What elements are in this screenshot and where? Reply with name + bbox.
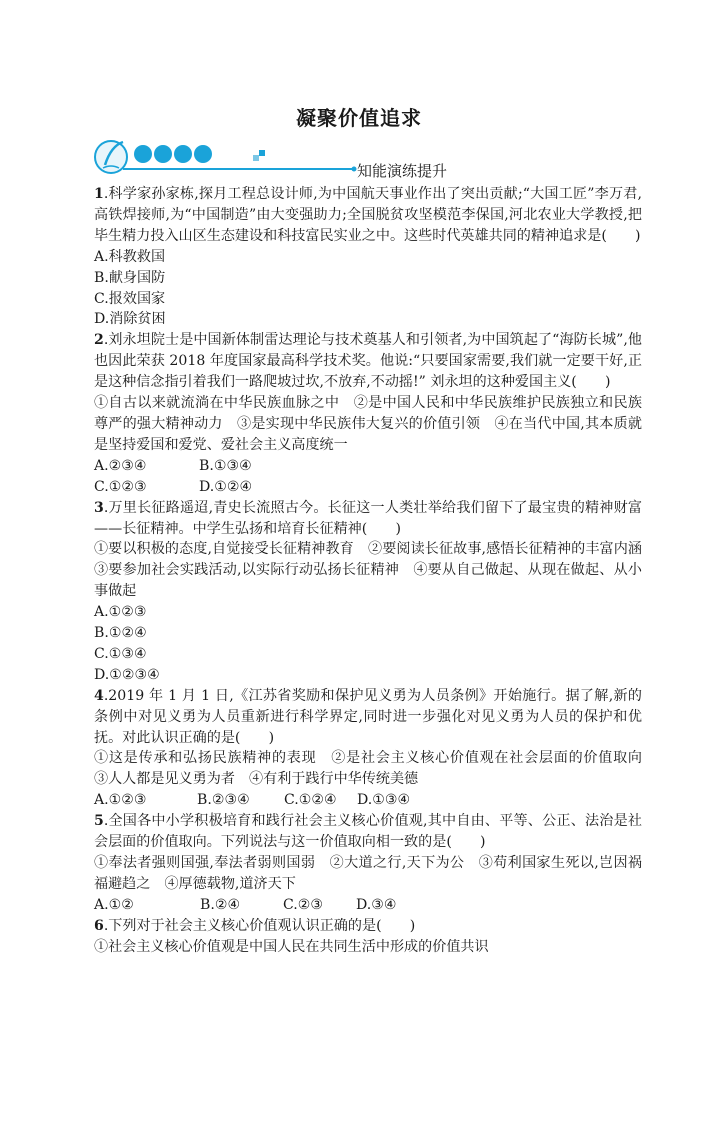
statement-list: ①要以积极的态度,自觉接受长征精神教育 ②要阅读长征故事,感悟长征精神的丰富内涵 ③要参加社会实践活动,以实际行动弘扬长征精神 ④要从自己做起、从现在做起、从小事做起 bbox=[94, 541, 657, 600]
question-number: 4 bbox=[94, 687, 104, 704]
statement-list: ①这是传承和弘扬民族精神的表现 ②是社会主义核心价值观在社会层面的价值取向 ③人人都是见义勇为者 ④有利于践行中华传统美德 bbox=[94, 750, 657, 788]
option-a: A.②③④ bbox=[94, 457, 147, 474]
option-b: B.①③④ bbox=[199, 457, 252, 474]
question-number: 3 bbox=[94, 499, 104, 516]
question-2 bbox=[94, 330, 642, 497]
question-stem: .2019 年 1 月 1 日,《江苏省奖励和保护见义勇为人员条例》开始施行。据了解,新的条例中对见义勇为人员重新进行科学界定,同时进一步强化对见义勇为人员的保护和优抚。对此认识正确的是( ) bbox=[94, 687, 642, 746]
question-number: 5 bbox=[94, 813, 104, 830]
option-c: C.①③④ bbox=[94, 645, 147, 662]
option-d: D.①②④ bbox=[199, 478, 253, 495]
question-1 bbox=[94, 184, 642, 330]
question-stem: .全国各中小学积极培育和践行社会主义核心价值观,其中自由、平等、公正、法治是社会层面的价值取向。下列说法与这一价值取向相一致的是( ) bbox=[94, 813, 642, 851]
question-number: 1 bbox=[94, 186, 104, 202]
statement-list: ①奉法者强则国强,奉法者弱则国弱 ②大道之行,天下为公 ③苟利国家生死以,岂因祸福避趋之 ④厚德载物,道济天下 bbox=[94, 855, 642, 892]
question-6 bbox=[94, 916, 642, 958]
option-b: B.②④ bbox=[200, 896, 241, 913]
option-row bbox=[94, 895, 642, 916]
option-c: C.报效国家 bbox=[94, 290, 166, 307]
question-stem: .万里长征路遥迢,青史长流照古今。长征这一人类壮举给我们留下了最宝贵的精神财富——长征精神。中学生弘扬和培育长征精神( ) bbox=[94, 499, 642, 537]
question-number: 6 bbox=[94, 917, 104, 934]
option-b: B.①②④ bbox=[94, 625, 147, 642]
section-title: 知能演练提升 bbox=[357, 162, 448, 180]
option-d: D.①③④ bbox=[357, 792, 411, 809]
option-a: A.①②③ bbox=[94, 604, 147, 621]
option-c: C.①②④ bbox=[284, 792, 337, 809]
question-4 bbox=[94, 686, 657, 811]
question-3 bbox=[94, 498, 657, 686]
option-a: A.科教救国 bbox=[94, 248, 166, 265]
option-b: B.②③④ bbox=[197, 792, 250, 809]
option-a: A.①②③ bbox=[94, 792, 147, 809]
question-list bbox=[94, 184, 657, 958]
statement-list: ①自古以来就流淌在中华民族血脉之中 ②是中国人民和中华民族维护民族独立和民族尊严的强大精神动力 ③是实现中华民族伟大复兴的价值引领 ④在当代中国,其本质就是坚持爱国和爱党、爱社会主义高度统一 bbox=[94, 395, 642, 453]
banner-emblem-icon bbox=[95, 141, 127, 173]
option-row bbox=[94, 477, 642, 498]
question-stem: .科学家孙家栋,探月工程总设计师,为中国航天事业作出了突出贡献;“大国工匠”李万君,高铁焊接师,为“中国制造”由大变强助力;全国脱贫攻坚模范李保国,河北农业大学教授,把毕生精力投入山区生态建设和科技富民实业之中。这些时代英雄共同的精神追求是( ) bbox=[94, 186, 642, 244]
page-title: 凝聚价值追求 bbox=[296, 106, 422, 130]
option-b: B.献身国防 bbox=[94, 269, 166, 286]
option-d: D.①②③④ bbox=[94, 666, 160, 683]
option-a: A.①② bbox=[94, 896, 134, 913]
option-row bbox=[94, 456, 642, 477]
section-banner bbox=[93, 138, 513, 178]
question-stem: .刘永坦院士是中国新体制雷达理论与技术奠基人和引领者,为中国筑起了“海防长城”,他也因此荣获 2018 年度国家最高科学技术奖。他说:“只要国家需要,我们就一定要干好,正是这种信念指引着我们一路爬坡过坎,不放弃,不动摇!” 刘永坦的这种爱国主义( ) bbox=[94, 332, 642, 391]
option-c: C.①②③ bbox=[94, 478, 147, 495]
option-d: D.消除贫困 bbox=[94, 311, 166, 328]
question-number: 2 bbox=[94, 332, 104, 349]
statement-list: ①社会主义核心价值观是中国人民在共同生活中形成的价值共识 bbox=[94, 938, 489, 955]
option-d: D.③④ bbox=[356, 896, 397, 913]
question-5 bbox=[94, 811, 642, 916]
option-c: C.②③ bbox=[283, 896, 324, 913]
question-stem: .下列对于社会主义核心价值观认识正确的是( ) bbox=[103, 917, 416, 934]
option-row bbox=[94, 790, 642, 811]
